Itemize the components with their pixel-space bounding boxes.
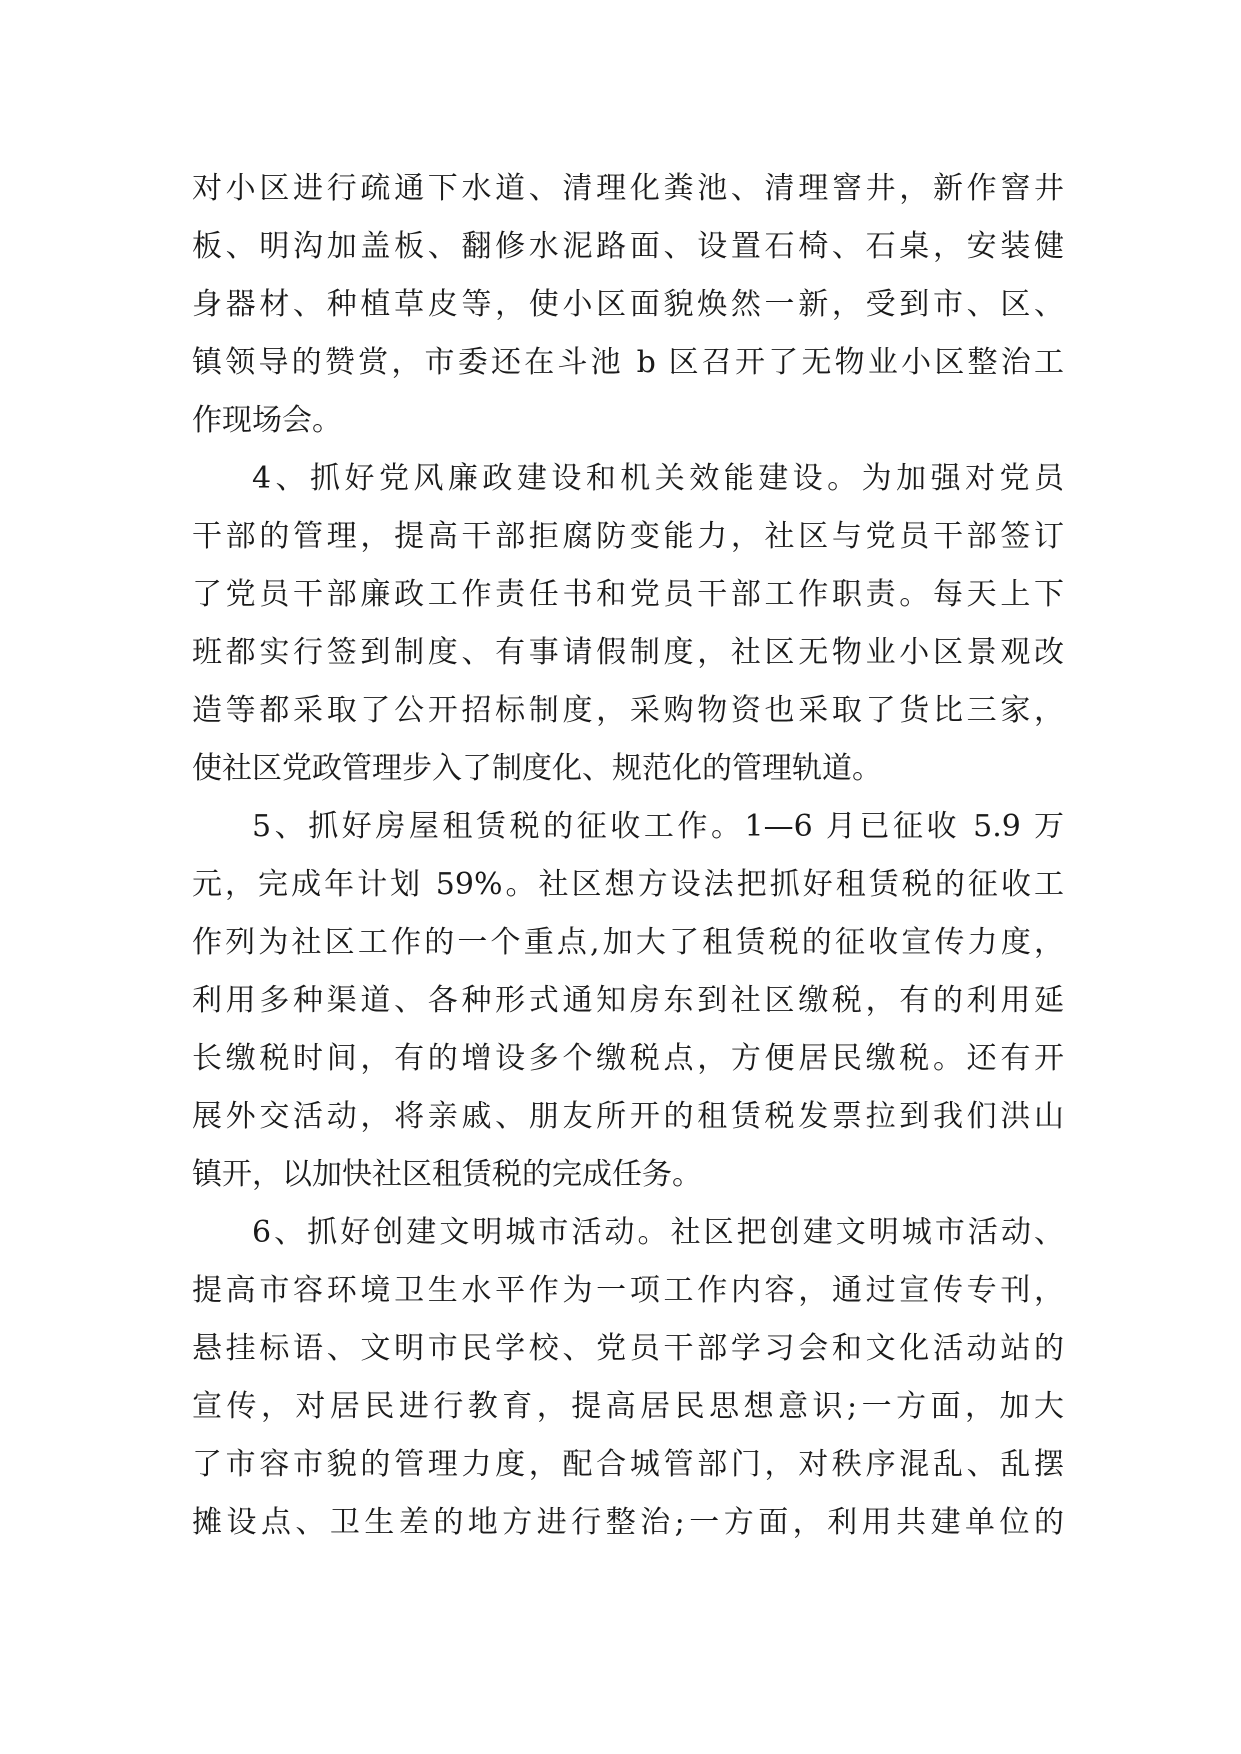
text-line: 作列为社区工作的一个重点,加大了租赁税的征收宣传力度， <box>192 925 1064 960</box>
text-line: 6、抓好创建文明城市活动。社区把创建文明城市活动、 <box>252 1215 1064 1250</box>
paragraph <box>192 1204 1064 1552</box>
text-line: 造等都采取了公开招标制度，采购物资也采取了货比三家， <box>192 693 1064 728</box>
text-line: 摊设点、卫生差的地方进行整治;一方面，利用共建单位的 <box>192 1505 1064 1540</box>
text-line: 了党员干部廉政工作责任书和党员干部工作职责。每天上下 <box>192 577 1064 612</box>
text-line: 5、抓好房屋租赁税的征收工作。1—6 月已征收 5.9 万 <box>252 809 1064 844</box>
text-line: 班都实行签到制度、有事请假制度，社区无物业小区景观改 <box>192 635 1064 670</box>
text-line: 使社区党政管理步入了制度化、规范化的管理轨道。 <box>192 751 882 786</box>
text-line: 展外交活动，将亲戚、朋友所开的租赁税发票拉到我们洪山 <box>192 1099 1064 1134</box>
text-line: 利用多种渠道、各种形式通知房东到社区缴税，有的利用延 <box>192 983 1064 1018</box>
paragraph <box>192 160 1064 450</box>
text-line: 镇开，以加快社区租赁税的完成任务。 <box>192 1157 702 1192</box>
text-line: 长缴税时间，有的增设多个缴税点，方便居民缴税。还有开 <box>192 1041 1064 1076</box>
text-line: 身器材、种植草皮等，使小区面貌焕然一新，受到市、区、 <box>192 287 1064 322</box>
text-line: 了市容市貌的管理力度，配合城管部门，对秩序混乱、乱摆 <box>192 1447 1064 1482</box>
text-line: 板、明沟加盖板、翻修水泥路面、设置石椅、石桌，安装健 <box>192 229 1064 264</box>
document-body <box>192 160 1064 1552</box>
text-line: 干部的管理，提高干部拒腐防变能力，社区与党员干部签订 <box>192 519 1064 554</box>
text-line: 宣传，对居民进行教育，提高居民思想意识;一方面，加大 <box>192 1389 1064 1424</box>
text-line: 元，完成年计划 59%。社区想方设法把抓好租赁税的征收工 <box>192 867 1064 902</box>
text-line: 提高市容环境卫生水平作为一项工作内容，通过宣传专刊， <box>192 1273 1064 1308</box>
text-line: 4、抓好党风廉政建设和机关效能建设。为加强对党员 <box>252 461 1064 496</box>
text-line: 悬挂标语、文明市民学校、党员干部学习会和文化活动站的 <box>192 1331 1064 1366</box>
paragraph <box>192 450 1064 798</box>
text-line: 镇领导的赞赏，市委还在斗池 b 区召开了无物业小区整治工 <box>192 345 1064 380</box>
text-line: 对小区进行疏通下水道、清理化粪池、清理窨井，新作窨井 <box>192 171 1064 206</box>
text-line: 作现场会。 <box>192 403 342 438</box>
paragraph <box>192 798 1064 1204</box>
